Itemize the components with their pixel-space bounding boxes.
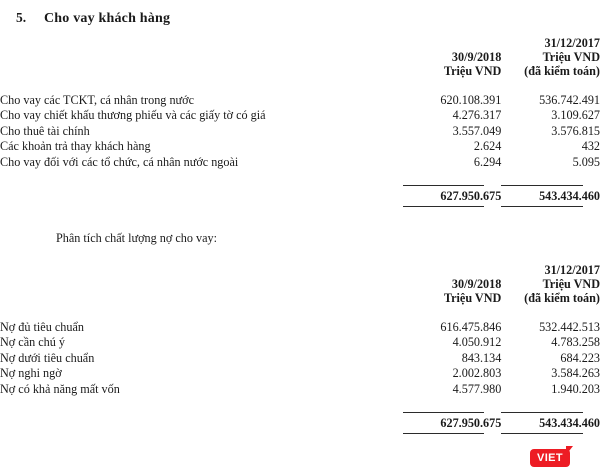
header-unit: Triệu VND bbox=[443, 64, 502, 79]
row-label: Cho vay đối với các tổ chức, cá nhân nước ngoài bbox=[0, 154, 239, 169]
rule-col-prior bbox=[501, 431, 600, 434]
table-header-row bbox=[0, 36, 600, 79]
row-label: Cho vay chiết khấu thương phiếu và các giấy tờ có giá bbox=[0, 108, 266, 123]
header-date: 31/12/2017 bbox=[544, 263, 600, 277]
table-row bbox=[0, 382, 600, 398]
table-row bbox=[0, 93, 600, 109]
spacer bbox=[0, 306, 600, 320]
page-title: Cho vay khách hàng bbox=[44, 11, 171, 26]
row-label: Nợ có khả năng mất vốn bbox=[0, 381, 120, 396]
row-value-prior: 532.442.513 bbox=[539, 319, 600, 334]
loan-quality-caption: Phân tích chất lượng nợ cho vay: bbox=[56, 231, 217, 245]
row-value-current: 843.134 bbox=[461, 350, 502, 365]
table-row bbox=[0, 351, 600, 367]
row-label: Nợ nghi ngờ bbox=[0, 366, 62, 381]
logo-label: VIET bbox=[536, 451, 564, 464]
row-value-current: 4.050.912 bbox=[452, 335, 502, 350]
row-label: Nợ cần chú ý bbox=[0, 335, 65, 350]
row-value-current: 2.624 bbox=[473, 139, 502, 154]
row-value-prior: 5.095 bbox=[572, 154, 600, 169]
header-spacer bbox=[0, 263, 403, 306]
row-value-current: 620.108.391 bbox=[440, 92, 502, 107]
row-value-current: 6.294 bbox=[473, 154, 502, 169]
loans-by-type-table bbox=[0, 36, 600, 207]
horizontal-rule bbox=[403, 433, 485, 434]
row-value-prior: 3.576.815 bbox=[551, 123, 600, 138]
note-number: 5. bbox=[16, 10, 27, 25]
row-label: Nợ dưới tiêu chuẩn bbox=[0, 350, 95, 365]
table-row bbox=[0, 124, 600, 140]
row-value-prior: 684.223 bbox=[560, 350, 600, 365]
rule-col-current bbox=[403, 204, 502, 207]
row-value-current: 3.557.049 bbox=[452, 123, 502, 138]
total-value-prior: 543.434.460 bbox=[539, 188, 600, 203]
row-value-current: 4.577.980 bbox=[452, 381, 502, 396]
table-row bbox=[0, 320, 600, 336]
header-date: 31/12/2017 bbox=[544, 36, 600, 50]
header-date: 30/9/2018 bbox=[451, 277, 502, 292]
table-header-row bbox=[0, 263, 600, 306]
header-col-30-9-2018 bbox=[403, 36, 502, 79]
table-row bbox=[0, 366, 600, 382]
spacer bbox=[0, 398, 600, 412]
logo-badge bbox=[530, 449, 570, 467]
header-unit: Triệu VND bbox=[443, 291, 502, 306]
row-value-prior: 3.109.627 bbox=[551, 108, 600, 123]
total-value-current: 627.950.675 bbox=[440, 188, 502, 203]
rule-col-prior bbox=[501, 204, 600, 207]
row-value-prior: 4.783.258 bbox=[551, 335, 600, 350]
viet-logo bbox=[530, 446, 576, 468]
header-col-30-9-2018 bbox=[403, 263, 502, 306]
row-value-prior: 536.742.491 bbox=[539, 92, 600, 107]
total-value-prior: 543.434.460 bbox=[539, 415, 600, 430]
total-label bbox=[0, 413, 403, 432]
row-label: Cho vay các TCKT, cá nhân trong nước bbox=[0, 92, 194, 107]
horizontal-rule bbox=[501, 206, 583, 207]
header-col-31-12-2017 bbox=[501, 36, 600, 79]
loan-quality-table bbox=[0, 263, 600, 434]
total-row bbox=[0, 413, 600, 432]
total-rule-bottom bbox=[0, 431, 600, 434]
row-label: Cho thuê tài chính bbox=[0, 123, 90, 138]
note-title bbox=[0, 10, 600, 27]
row-label: Nợ đủ tiêu chuẩn bbox=[0, 319, 84, 334]
horizontal-rule bbox=[403, 206, 485, 207]
table-row bbox=[0, 108, 600, 124]
row-value-current: 616.475.846 bbox=[440, 319, 502, 334]
table-row bbox=[0, 155, 600, 171]
header-col-31-12-2017 bbox=[501, 263, 600, 306]
table-row bbox=[0, 335, 600, 351]
spacer bbox=[0, 79, 600, 93]
header-audited: (đã kiểm toán) bbox=[524, 291, 600, 306]
total-label bbox=[0, 186, 403, 205]
row-value-prior: 432 bbox=[581, 139, 600, 154]
header-spacer bbox=[0, 36, 403, 79]
horizontal-rule bbox=[501, 433, 583, 434]
rule-col-current bbox=[403, 431, 502, 434]
total-rule-bottom bbox=[0, 204, 600, 207]
row-value-current: 4.276.317 bbox=[452, 108, 502, 123]
total-value-current: 627.950.675 bbox=[440, 415, 502, 430]
total-row bbox=[0, 186, 600, 205]
header-audited: (đã kiểm toán) bbox=[524, 64, 600, 79]
row-value-prior: 3.584.263 bbox=[551, 366, 600, 381]
header-unit: Triệu VND bbox=[542, 277, 600, 292]
header-date: 30/9/2018 bbox=[451, 50, 502, 65]
row-label: Các khoản trả thay khách hàng bbox=[0, 139, 151, 154]
row-value-current: 2.002.803 bbox=[452, 366, 502, 381]
table-row bbox=[0, 139, 600, 155]
spacer bbox=[0, 171, 600, 185]
header-unit: Triệu VND bbox=[542, 50, 600, 65]
row-value-prior: 1.940.203 bbox=[551, 381, 600, 396]
